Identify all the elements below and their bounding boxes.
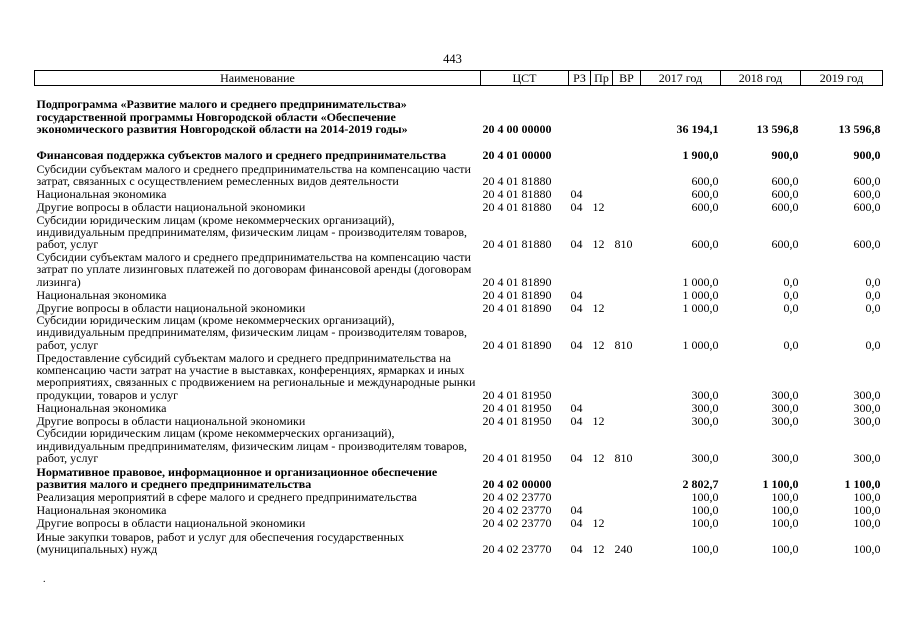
row-cst: 20 4 02 23770: [482, 489, 552, 504]
row-vr: [613, 516, 641, 529]
row-rz: 04: [570, 502, 583, 517]
row-2019-value: 0,0: [865, 274, 881, 289]
row-vr: [613, 188, 641, 201]
row-vr: [613, 401, 641, 414]
row-2018-value: 900,0: [771, 148, 799, 163]
row-name: Предоставление субсидий субъектам малого и среднего предпринимательства на компенсацию части затрат на участие в выставках, конференциях, ярмарках и иных мероприятиях, связанных с продвижением на региональные и международные рынки продукции, товаров и услуг: [36, 350, 476, 402]
row-rz: 04: [570, 413, 583, 428]
row-pr: [591, 162, 613, 188]
row-cst: 20 4 01 81880: [482, 187, 552, 202]
row-pr: [591, 490, 613, 503]
row-vr: [613, 136, 641, 162]
table-row: [35, 201, 883, 214]
row-2017-value: 2 802,7: [682, 476, 719, 491]
table-body: [35, 86, 883, 556]
table-row: [35, 401, 883, 414]
row-2019-value: 13 596,8: [838, 122, 881, 137]
row-2017-value: 1 900,0: [682, 148, 719, 163]
table-row: [35, 86, 883, 136]
table-row: [35, 427, 883, 464]
row-rz: [569, 351, 591, 401]
row-cst: 20 4 01 81950: [482, 400, 552, 415]
row-name: Национальная экономика: [36, 400, 167, 415]
table-row: [35, 351, 883, 401]
row-2019-value: 100,0: [853, 515, 881, 530]
row-rz: 04: [570, 541, 583, 556]
row-rz: 04: [570, 287, 583, 302]
row-2017-value: 36 194,1: [676, 122, 719, 137]
row-2019-value: 600,0: [853, 237, 881, 252]
row-2019-value: 600,0: [853, 187, 881, 202]
row-cst: 20 4 01 81890: [482, 274, 552, 289]
row-rz: 04: [570, 337, 583, 352]
row-2017-value: 600,0: [691, 237, 719, 252]
row-2017-value: 600,0: [691, 200, 719, 215]
table-row: [35, 214, 883, 251]
table-row: [35, 464, 883, 490]
row-cst: 20 4 01 81950: [482, 450, 552, 465]
table-row: [35, 490, 883, 503]
row-vr: [613, 351, 641, 401]
row-pr: 12: [592, 450, 605, 465]
row-pr: [591, 188, 613, 201]
row-cst: 20 4 02 23770: [482, 515, 552, 530]
row-vr: [613, 490, 641, 503]
row-2018-value: 0,0: [783, 300, 799, 315]
row-2017-value: 300,0: [691, 400, 719, 415]
row-pr: 12: [592, 337, 605, 352]
row-vr: [613, 86, 641, 136]
row-cst: 20 4 01 81890: [482, 337, 552, 352]
row-vr: [613, 301, 641, 314]
scan-mark: .: [43, 574, 46, 585]
row-cst: 20 4 01 81880: [482, 174, 552, 189]
row-vr: [613, 464, 641, 490]
row-name: Другие вопросы в области национальной экономики: [36, 200, 306, 215]
row-pr: [591, 288, 613, 301]
row-name: Подпрограмма «Развитие малого и среднего предпринимательства» государственной программы Новгородской области «Обеспечение экономического развития Новгородской области на 2014-2019 годы»: [36, 97, 408, 137]
row-2017-value: 100,0: [691, 502, 719, 517]
row-cst: 20 4 01 81950: [482, 413, 552, 428]
row-2019-value: 300,0: [853, 387, 881, 402]
row-name: Субсидии юридическим лицам (кроме некоммерческих организаций), индивидуальным предпринимателям, физическим лицам - производителям товаров, работ, услуг: [36, 426, 468, 465]
row-rz: 04: [570, 200, 583, 215]
row-2018-value: 13 596,8: [756, 122, 799, 137]
row-name: Другие вопросы в области национальной экономики: [36, 413, 306, 428]
row-2019-value: 900,0: [853, 148, 881, 163]
row-rz: 04: [570, 300, 583, 315]
row-pr: [591, 351, 613, 401]
row-pr: [591, 136, 613, 162]
row-2018-value: 0,0: [783, 274, 799, 289]
row-rz: [569, 136, 591, 162]
row-2019-value: 1 100,0: [844, 476, 881, 491]
row-pr: 12: [592, 515, 605, 530]
row-2017-value: 100,0: [691, 541, 719, 556]
table-row: [35, 188, 883, 201]
header-cst: ЦСТ: [481, 71, 569, 86]
table-row: [35, 314, 883, 351]
row-2019-value: 300,0: [853, 450, 881, 465]
table-row: [35, 516, 883, 529]
table-row: [35, 251, 883, 288]
row-2017-value: 1 000,0: [682, 300, 719, 315]
row-vr: 240: [614, 541, 633, 556]
row-name: Национальная экономика: [36, 287, 167, 302]
row-pr: [591, 503, 613, 516]
row-vr: [613, 414, 641, 427]
row-vr: [613, 288, 641, 301]
row-name: Субсидии субъектам малого и среднего предпринимательства на компенсацию части затрат, связанных с осуществлением ремесленных видов деятельности: [36, 161, 471, 189]
row-cst: 20 4 00 00000: [482, 122, 552, 137]
row-2018-value: 0,0: [783, 287, 799, 302]
row-name: Нормативное правовое, информационное и организационное обеспечение развития малого и среднего предпринимательства: [36, 464, 438, 491]
row-rz: 04: [570, 515, 583, 530]
row-vr: 810: [614, 450, 633, 465]
row-cst: 20 4 01 81880: [482, 237, 552, 252]
row-2017-value: 100,0: [691, 489, 719, 504]
row-2017-value: 1 000,0: [682, 287, 719, 302]
table-row: [35, 162, 883, 188]
row-2019-value: 0,0: [865, 287, 881, 302]
row-2019-value: 600,0: [853, 200, 881, 215]
table-row: [35, 136, 883, 162]
budget-table: [34, 70, 883, 555]
row-2018-value: 100,0: [771, 489, 799, 504]
row-cst: 20 4 02 00000: [482, 476, 552, 491]
row-2018-value: 100,0: [771, 515, 799, 530]
row-name: Субсидии юридическим лицам (кроме некоммерческих организаций), индивидуальным предпринимателям, физическим лицам - производителям товаров, работ, услуг: [36, 212, 468, 252]
row-cst: 20 4 01 81890: [482, 287, 552, 302]
row-rz: [569, 490, 591, 503]
row-2018-value: 100,0: [771, 502, 799, 517]
row-2018-value: 300,0: [771, 387, 799, 402]
header-2019: 2019 год: [801, 71, 883, 86]
row-2018-value: 300,0: [771, 400, 799, 415]
row-2018-value: 100,0: [771, 541, 799, 556]
row-rz: 04: [570, 400, 583, 415]
row-pr: 12: [592, 237, 605, 252]
row-name: Иные закупки товаров, работ и услуг для обеспечения государственных (муниципальных) нужд: [36, 529, 404, 556]
header-pr: Пр: [591, 71, 613, 86]
row-name: Субсидии юридическим лицам (кроме некоммерческих организаций), индивидуальным предпринимателям, физическим лицам - производителям товаров, работ, услуг: [36, 312, 468, 352]
header-2017: 2017 год: [641, 71, 721, 86]
header-vr: ВР: [613, 71, 641, 86]
row-name: Национальная экономика: [36, 187, 167, 202]
row-2018-value: 300,0: [771, 450, 799, 465]
row-pr: [591, 464, 613, 490]
row-2019-value: 300,0: [853, 400, 881, 415]
row-2019-value: 100,0: [853, 541, 881, 556]
row-2017-value: 1 000,0: [682, 274, 719, 289]
row-pr: 12: [592, 200, 605, 215]
table-row: [35, 503, 883, 516]
row-cst: 20 4 02 23770: [482, 502, 552, 517]
header-2018: 2018 год: [721, 71, 801, 86]
row-rz: [569, 162, 591, 188]
table-header-row: [35, 71, 883, 86]
table-row: [35, 529, 883, 555]
row-cst: 20 4 01 00000: [482, 148, 552, 163]
row-name: Национальная экономика: [36, 502, 167, 517]
row-2018-value: 0,0: [783, 337, 799, 352]
row-name: Реализация мероприятий в сфере малого и среднего предпринимательства: [36, 489, 417, 504]
row-pr: 12: [592, 300, 605, 315]
row-2017-value: 300,0: [691, 387, 719, 402]
row-2017-value: 1 000,0: [682, 337, 719, 352]
row-2017-value: 600,0: [691, 174, 719, 189]
row-2018-value: 600,0: [771, 174, 799, 189]
row-pr: [591, 251, 613, 288]
row-rz: [569, 251, 591, 288]
row-2018-value: 600,0: [771, 200, 799, 215]
row-vr: [613, 503, 641, 516]
row-2018-value: 300,0: [771, 413, 799, 428]
row-2018-value: 1 100,0: [762, 476, 799, 491]
row-pr: 12: [592, 413, 605, 428]
row-2019-value: 300,0: [853, 413, 881, 428]
row-name: Другие вопросы в области национальной экономики: [36, 515, 306, 530]
row-rz: 04: [570, 187, 583, 202]
row-2018-value: 600,0: [771, 237, 799, 252]
row-cst: 20 4 01 81950: [482, 387, 552, 402]
table-row: [35, 301, 883, 314]
row-vr: [613, 251, 641, 288]
row-vr: [613, 201, 641, 214]
row-rz: [569, 86, 591, 136]
row-2019-value: 100,0: [853, 489, 881, 504]
row-rz: [569, 464, 591, 490]
row-vr: 810: [614, 337, 633, 352]
row-2019-value: 600,0: [853, 174, 881, 189]
row-cst: 20 4 01 81880: [482, 200, 552, 215]
row-2018-value: 600,0: [771, 187, 799, 202]
table-row: [35, 288, 883, 301]
row-pr: [591, 401, 613, 414]
row-cst: 20 4 01 81890: [482, 300, 552, 315]
row-rz: 04: [570, 450, 583, 465]
row-pr: 12: [592, 541, 605, 556]
row-2017-value: 300,0: [691, 450, 719, 465]
row-2019-value: 0,0: [865, 337, 881, 352]
row-2019-value: 0,0: [865, 300, 881, 315]
row-pr: [591, 86, 613, 136]
row-name: Финансовая поддержка субъектов малого и среднего предпринимательства: [36, 148, 447, 163]
row-vr: 810: [614, 237, 633, 252]
header-name: Наименование: [35, 71, 481, 86]
row-cst: 20 4 02 23770: [482, 541, 552, 556]
row-2017-value: 100,0: [691, 515, 719, 530]
row-2019-value: 100,0: [853, 502, 881, 517]
row-rz: 04: [570, 237, 583, 252]
row-2017-value: 600,0: [691, 187, 719, 202]
header-rz: РЗ: [569, 71, 591, 86]
row-name: Другие вопросы в области национальной экономики: [36, 300, 306, 315]
page-number: 443: [443, 52, 462, 66]
row-name: Субсидии субъектам малого и среднего предпринимательства на компенсацию части затрат по уплате лизинговых платежей по договорам финансовой аренды (договорам лизинга): [36, 249, 472, 289]
row-vr: [613, 162, 641, 188]
row-2017-value: 300,0: [691, 413, 719, 428]
